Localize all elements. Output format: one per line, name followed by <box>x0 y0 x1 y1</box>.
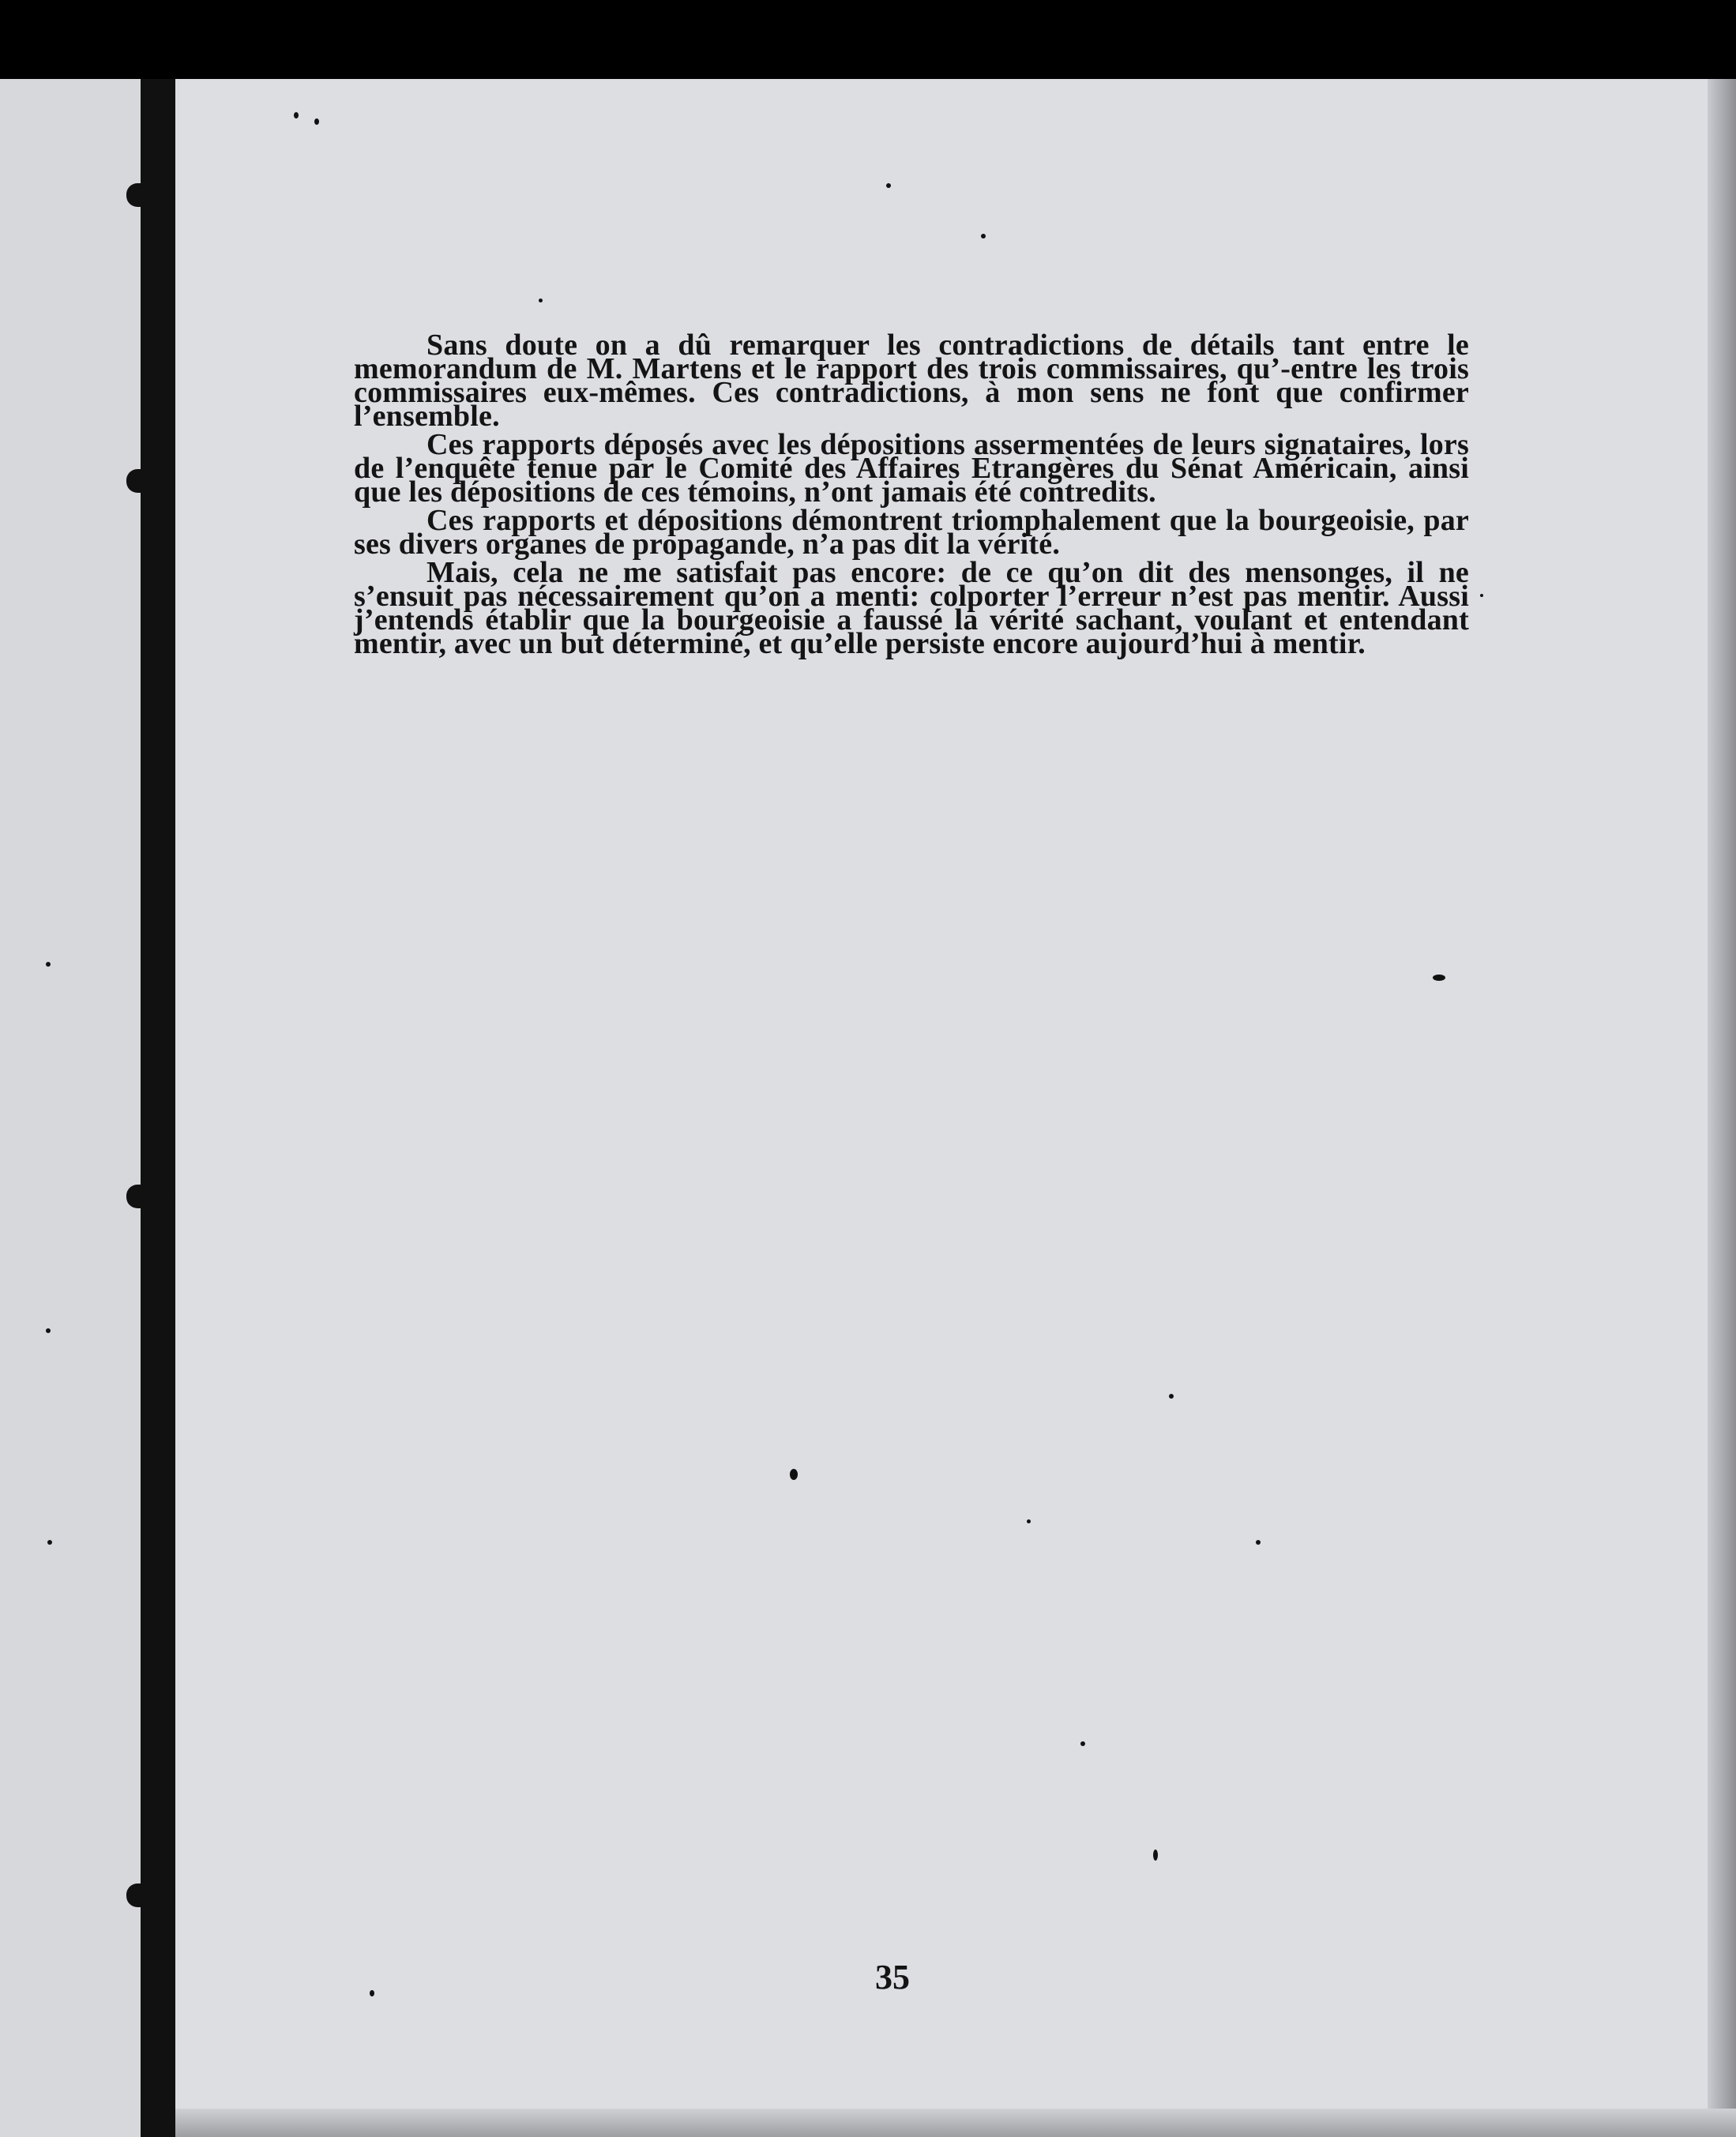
speck <box>46 1328 51 1333</box>
speck <box>47 1540 52 1545</box>
paragraph: Ces rapports déposés avec les dépositions assermentées de leurs signataires, lors de l’enquête tenue par le Comité des Affaires Etrangères du Sénat Américain, ainsi que les dépositions de ces témoins, n’ont jamais été contredits. <box>354 428 1469 509</box>
speck <box>370 1990 374 1996</box>
speck <box>886 183 891 188</box>
speck <box>981 234 986 238</box>
binding-clip <box>126 183 175 207</box>
speck <box>46 962 51 967</box>
speck <box>1433 975 1445 981</box>
speck <box>1256 1540 1261 1545</box>
paragraph: Mais, cela ne me satisfait pas encore: de ce qu’on dit des mensonges, il ne s’ensuit pas nécessairement qu’on a menti: colporter l’erreur n’est pas mentir. Aussi j’entends établir que la bourgeoisie a faussé la vérité sachant, voulant et entendant mentir, avec un but déterminé, et qu’elle persiste encore aujourd’hui à mentir. <box>354 556 1469 660</box>
binding-clip <box>126 1883 175 1907</box>
paragraph: Ces rapports et dépositions démontrent triomphalement que la bourgeoisie, par ses divers organes de propagande, n’a pas dit la vérité. <box>354 504 1469 561</box>
speck <box>294 112 299 118</box>
speck <box>1080 1741 1085 1746</box>
book-spine <box>141 79 175 2137</box>
speck <box>314 118 319 125</box>
paragraph: Sans doute on a dû remarquer les contradictions de détails tant entre le memorandum de M. Martens et le rapport des trois commissaires, qu’-entre les trois commissaires eux-mêmes. Ces contradictions, à mon sens ne font que confirmer l’ensemble. <box>354 329 1469 433</box>
speck <box>539 299 543 302</box>
speck <box>1153 1850 1158 1861</box>
speck <box>790 1469 798 1480</box>
page-edge-shadow-bottom <box>175 2109 1736 2137</box>
page-number: 35 <box>875 1958 910 1996</box>
speck <box>1169 1394 1174 1399</box>
page-edge-shadow-right <box>1708 79 1736 2137</box>
left-page-edge <box>0 79 150 2137</box>
speck <box>1480 594 1483 597</box>
speck <box>1027 1519 1031 1523</box>
binding-clip <box>126 1185 175 1208</box>
binding-clip <box>126 469 175 493</box>
body-text <box>354 329 1469 660</box>
